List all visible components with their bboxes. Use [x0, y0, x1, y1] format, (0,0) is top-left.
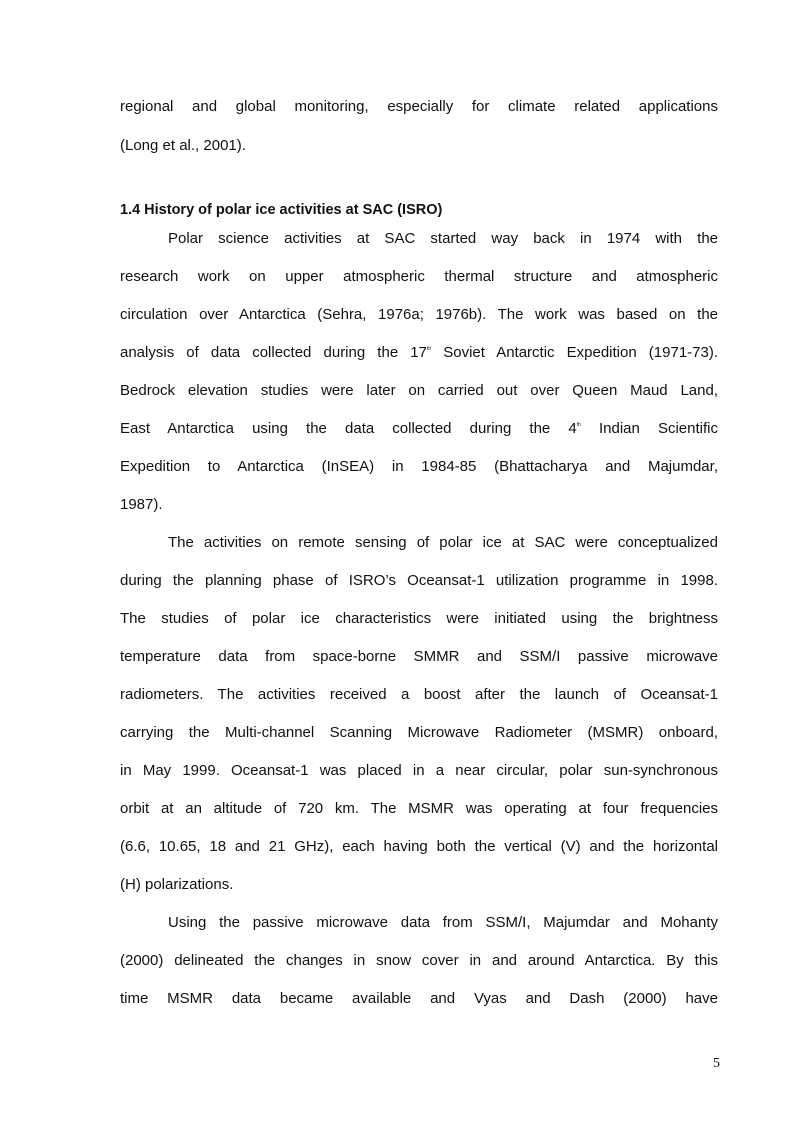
paragraph2-line-7: in May 1999. Oceansat-1 was placed in a near circular, polar sun-synchronous: [120, 762, 718, 779]
paragraph3-line-1: Using the passive microwave data from SSM/I, Majumdar and Mohanty: [168, 914, 718, 931]
paragraph1-line-6-text: East Antarctica using the data collected during the 4: [120, 420, 577, 437]
paragraph1-line-3: circulation over Antarctica (Sehra, 1976a; 1976b). The work was based on the: [120, 306, 718, 323]
intro-line-1: regional and global monitoring, especially for climate related applications: [120, 98, 718, 115]
intro-line-2: (Long et al., 2001).: [120, 137, 246, 154]
paragraph1-line-4-text-end: Soviet Antarctic Expedition (1971-73).: [431, 344, 719, 361]
paragraph1-line-6: [120, 419, 718, 439]
paragraph3-line-3: time MSMR data became available and Vyas and Dash (2000) have: [120, 990, 718, 1007]
paragraph2-line-4: temperature data from space-borne SMMR and SSM/I passive microwave: [120, 648, 718, 665]
paragraph2-line-8: orbit at an altitude of 720 km. The MSMR was operating at four frequencies: [120, 800, 718, 817]
paragraph2-line-1: The activities on remote sensing of polar ice at SAC were conceptualized: [168, 534, 718, 551]
paragraph2-line-2: during the planning phase of ISRO’s Oceansat-1 utilization programme in 1998.: [120, 572, 718, 589]
paragraph1-line-8: 1987).: [120, 496, 163, 513]
page-number: 5: [713, 1056, 720, 1071]
paragraph1-line-4-text: analysis of data collected during the 17: [120, 344, 427, 361]
ordinal-superscript: th: [576, 422, 581, 428]
paragraph2-line-9: (6.6, 10.65, 18 and 21 GHz), each having both the vertical (V) and the horizontal: [120, 838, 718, 855]
paragraph2-line-6: carrying the Multi-channel Scanning Microwave Radiometer (MSMR) onboard,: [120, 724, 718, 741]
paragraph2-line-5: radiometers. The activities received a boost after the launch of Oceansat-1: [120, 686, 718, 703]
section-heading: 1.4 History of polar ice activities at SAC (ISRO): [120, 202, 443, 218]
paragraph2-line-3: The studies of polar ice characteristics were initiated using the brightness: [120, 610, 718, 627]
paragraph1-line-5: Bedrock elevation studies were later on carried out over Queen Maud Land,: [120, 382, 718, 399]
paragraph3-line-2: (2000) delineated the changes in snow cover in and around Antarctica. By this: [120, 952, 718, 969]
paragraph1-line-2: research work on upper atmospheric thermal structure and atmospheric: [120, 268, 718, 285]
paragraph1-line-4: [120, 343, 718, 363]
paragraph1-line-6-text-end: Indian Scientific: [580, 420, 718, 437]
paragraph1-line-1: Polar science activities at SAC started way back in 1974 with the: [168, 230, 718, 247]
ordinal-superscript: th: [426, 346, 432, 352]
paragraph2-line-10: (H) polarizations.: [120, 876, 234, 893]
paragraph1-line-7: Expedition to Antarctica (InSEA) in 1984-85 (Bhattacharya and Majumdar,: [120, 458, 718, 475]
